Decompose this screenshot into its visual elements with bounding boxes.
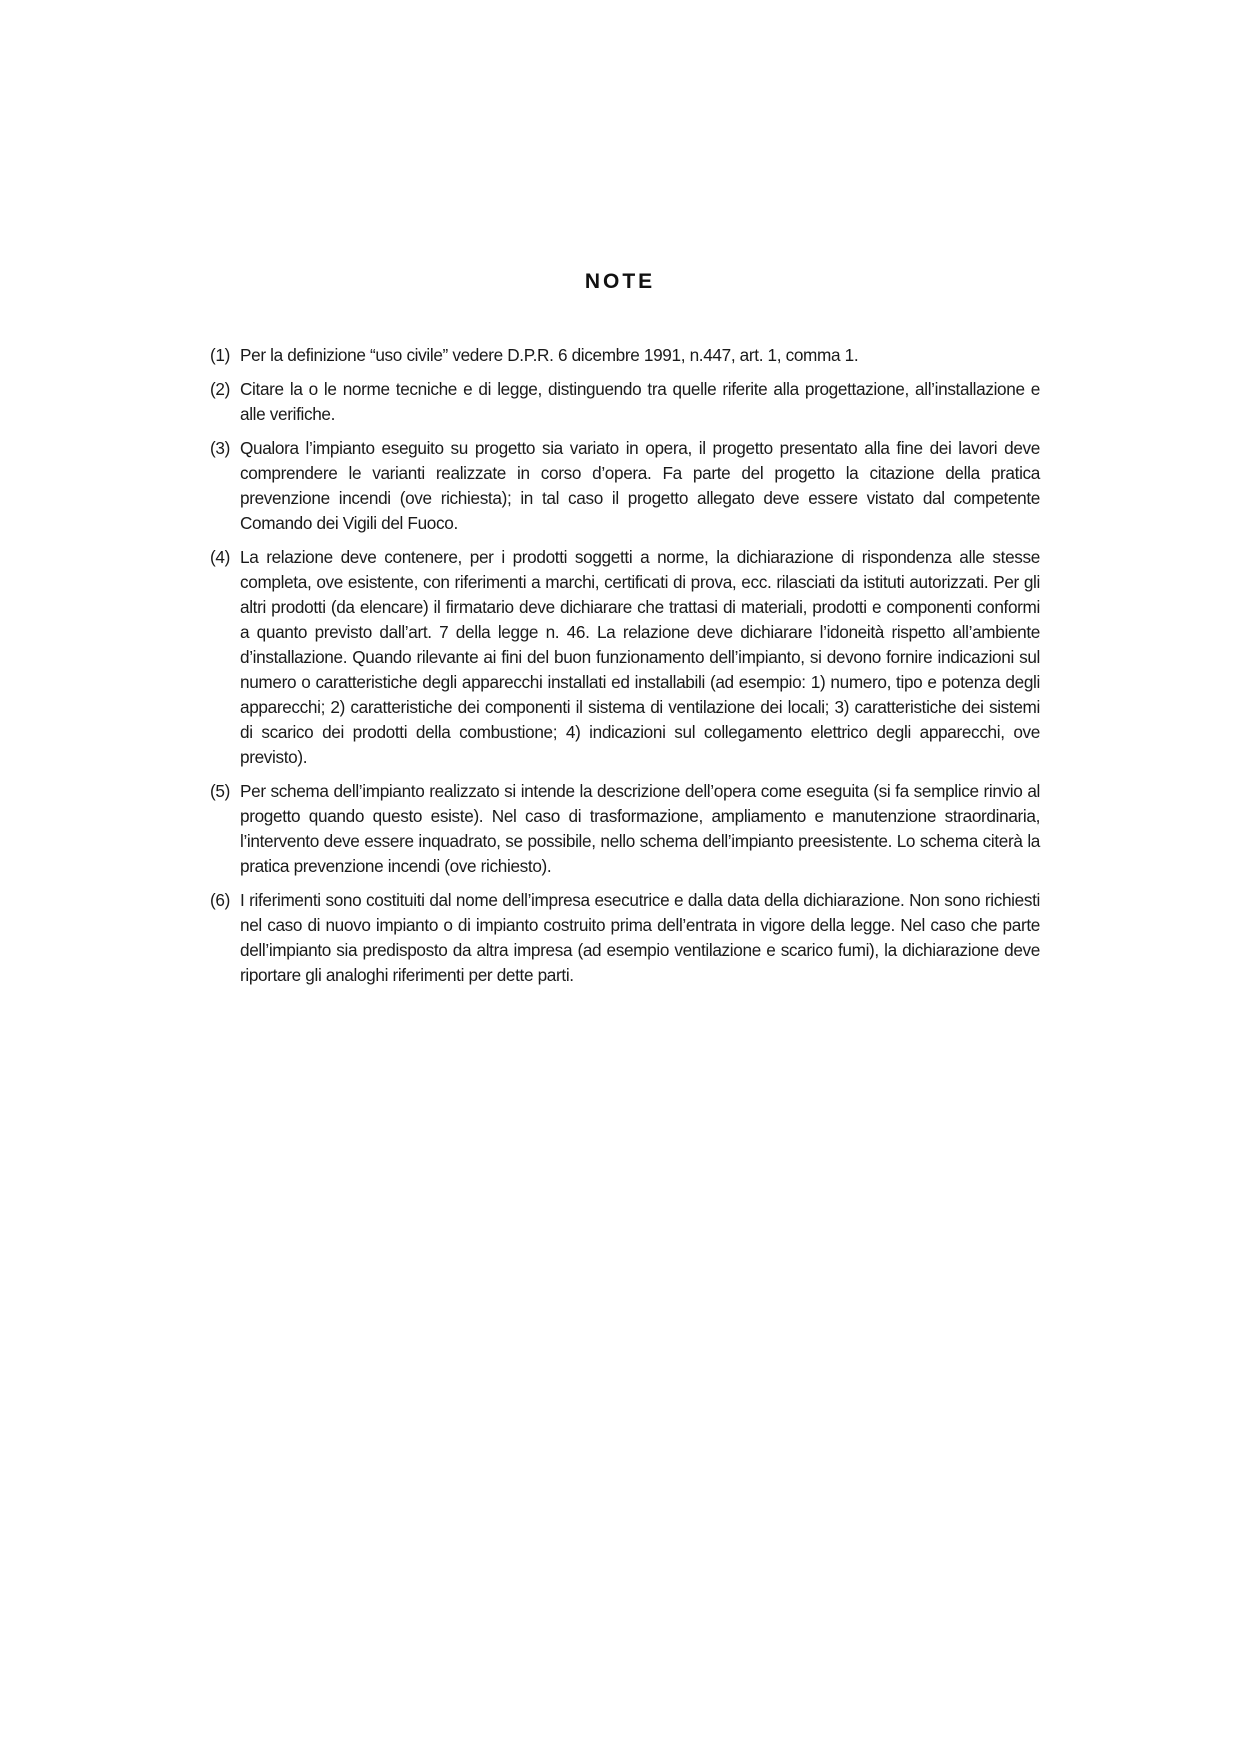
note-item-5: [210, 779, 1040, 879]
note-text: La relazione deve contenere, per i prodotti soggetti a norme, la dichiarazione di rispondenza alle stesse completa, ove esistente, con riferimenti a marchi, certificati di prova, ecc. rilasciati da istituti autorizzati. Per gli altri prodotti (da elencare) il firmatario deve dichiarare che trattasi di materiali, prodotti e componenti conformi a quanto previsto dall’art. 7 della legge n. 46. La relazione deve dichiarare l’idoneità rispetto all’ambiente d’installazione. Quando rilevante ai fini del buon funzionamento dell’impianto, si devono fornire indicazioni sul numero o caratteristiche degli apparecchi installati ed installabili (ad esempio: 1) numero, tipo e potenza degli apparecchi; 2) caratteristiche dei componenti il sistema di ventilazione dei locali; 3) caratteristiche dei sistemi di scarico dei prodotti della combustione; 4) indicazioni sul collegamento elettrico degli apparecchi, ove previsto).: [240, 547, 1040, 767]
note-number: (5): [210, 781, 230, 801]
note-item-2: [210, 377, 1040, 427]
note-item-3: [210, 436, 1040, 536]
note-text: Qualora l’impianto eseguito su progetto sia variato in opera, il progetto presentato alla fine dei lavori deve comprendere le varianti realizzate in corso d’opera. Fa parte del progetto la citazione della pratica prevenzione incendi (ove richiesta); in tal caso il progetto allegato deve essere vistato dal competente Comando dei Vigili del Fuoco.: [240, 438, 1040, 533]
note-text: Citare la o le norme tecniche e di legge, distinguendo tra quelle riferite alla progettazione, all’installazione e alle verifiche.: [240, 379, 1040, 424]
notes-list: [210, 343, 1040, 997]
note-number: (1): [210, 345, 230, 365]
note-text: I riferimenti sono costituiti dal nome dell’impresa esecutrice e dalla data della dichiarazione. Non sono richiesti nel caso di nuovo impianto o di impianto costruito prima dell’entrata in vigore della legge. Nel caso che parte dell’impianto sia predisposto da altra impresa (ad esempio ventilazione e scarico fumi), la dichiarazione deve riportare gli analoghi riferimenti per dette parti.: [240, 890, 1040, 985]
note-number: (4): [210, 547, 230, 567]
note-text: Per la definizione “uso civile” vedere D.P.R. 6 dicembre 1991, n.447, art. 1, comma 1.: [240, 345, 859, 365]
page-title: NOTE: [584, 270, 656, 293]
note-item-1: [210, 343, 1040, 368]
note-number: (2): [210, 379, 230, 399]
note-text: Per schema dell’impianto realizzato si intende la descrizione dell’opera come eseguita (si fa semplice rinvio al progetto quando questo esiste). Nel caso di trasformazione, ampliamento e manutenzione straordinaria, l’intervento deve essere inquadrato, se possibile, nello schema dell’impianto preesistente. Lo schema citerà la pratica prevenzione incendi (ove richiesto).: [240, 781, 1040, 876]
note-item-4: [210, 545, 1040, 770]
note-item-6: [210, 888, 1040, 988]
note-number: (6): [210, 890, 230, 910]
note-number: (3): [210, 438, 230, 458]
